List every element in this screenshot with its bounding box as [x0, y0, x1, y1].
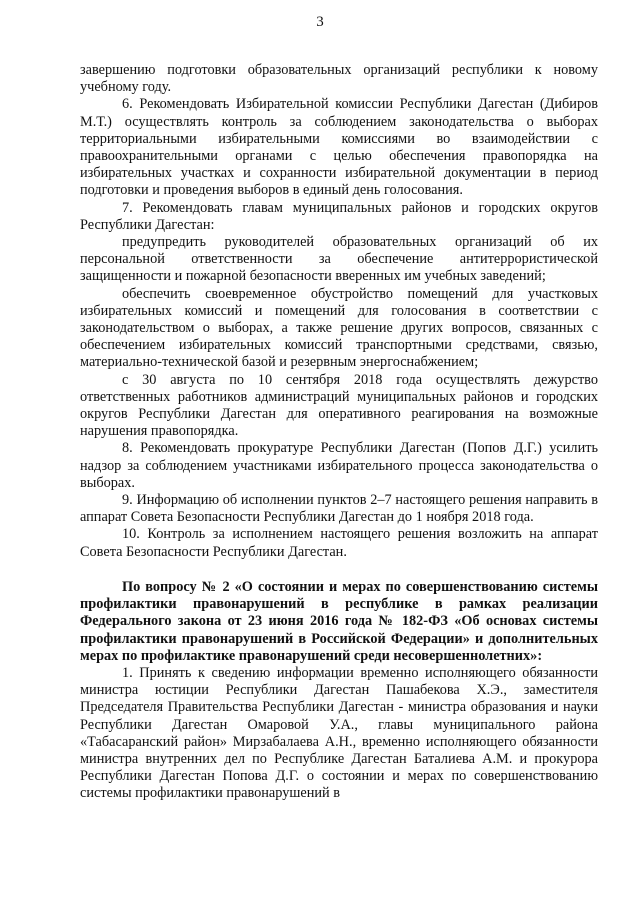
paragraph-item-9: 9. Информацию об исполнении пунктов 2–7 настоящего решения направить в аппарат Совета Безопасности Республики Дагестан до 1 ноября 2018 года.	[80, 492, 598, 526]
paragraph-continuation: завершению подготовки образовательных организаций республики к новому учебному году.	[80, 62, 598, 96]
paragraph-item-7-sub-3: с 30 августа по 10 сентября 2018 года осуществлять дежурство ответственных работников администраций муниципальных районов и городских округов Республики Дагестан для оперативного реагирования на возможные нарушения правопорядка.	[80, 371, 598, 440]
page-number: 3	[316, 14, 324, 30]
paragraph-item-8: 8. Рекомендовать прокуратуре Республики Дагестан (Попов Д.Г.) усилить надзор за соблюдением участниками избирательного процесса законодательства о выборах.	[80, 440, 598, 491]
paragraph-item-7-sub-1: предупредить руководителей образовательных организаций об их персональной ответственности за обеспечение антитеррористической защищенности и пожарной безопасности вверенных им учебных заведений;	[80, 234, 598, 285]
paragraph-item-10: 10. Контроль за исполнением настоящего решения возложить на аппарат Совета Безопасности Республики Дагестан.	[80, 526, 598, 560]
section-heading: По вопросу № 2 «О состоянии и мерах по совершенствованию системы профилактики правонарушений в республике в рамках реализации Федерального закона от 23 июня 2016 года № 182-ФЗ «Об основах системы профилактики правонарушений в Российской Федерации» и дополнительных мерах по профилактике правонарушений среди несовершеннолетних»:	[80, 578, 598, 664]
paragraph-item-7-sub-2: обеспечить своевременное обустройство помещений для участковых избирательных комиссий и помещений для голосования в соответствии с законодательством о выборах, а также решение других вопросов, связанных с обеспечением избирательных комиссий транспортными средствами, связью, материально-технической базой и резервным энергоснабжением;	[80, 285, 598, 371]
paragraph-section-item-1: 1. Принять к сведению информации временно исполняющего обязанности министра юстиции Республики Дагестан Пашабекова Х.Э., заместителя Председателя Правительства Республики Дагестан - министра образования и науки Республики Дагестан Омаровой У.А., главы муниципального района «Табасаранский район» Мирзабалаева А.Н., временно исполняющего обязанности министра внутренних дел по Республике Дагестан Баталиева А.М. и прокурора Республики Дагестан Попова Д.Г. о состоянии и мерах по совершенствованию системы профилактики правонарушений в	[80, 664, 598, 802]
section-spacer	[80, 561, 598, 579]
paragraph-item-7: 7. Рекомендовать главам муниципальных районов и городских округов Республики Дагестан:	[80, 199, 598, 233]
paragraph-item-6: 6. Рекомендовать Избирательной комиссии Республики Дагестан (Дибиров М.Т.) осуществлять контроль за соблюдением законодательства о выборах территориальными избирательными комиссиями во взаимодействии с правоохранительными органами с целью обеспечения правопорядка на избирательных участках и сохранности избирательной документации в период подготовки и проведения выборов в единый день голосования.	[80, 96, 598, 199]
document-body	[80, 62, 598, 803]
